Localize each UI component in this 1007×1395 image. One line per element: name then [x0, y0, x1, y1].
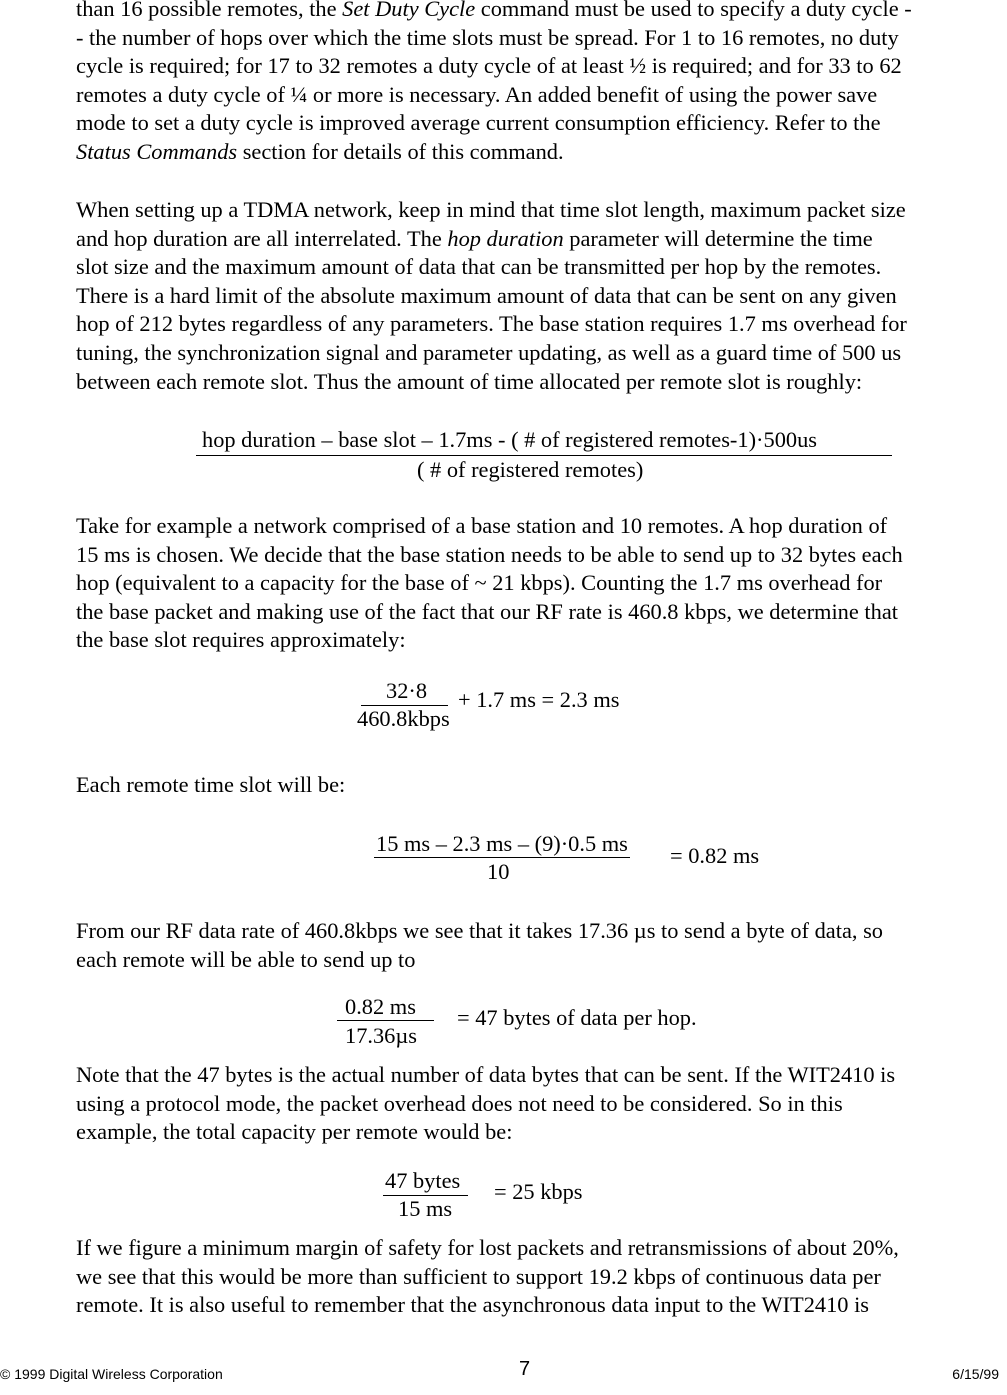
text-line: between each remote slot. Thus the amount of time allocated per remote slot is roughly:: [76, 368, 863, 394]
paragraph-tdma-setup: [76, 196, 1006, 396]
text-line: and hop duration are all interrelated. The hop duration parameter will determine the time: [76, 225, 873, 251]
text-line: remote. It is also useful to remember that the asynchronous data input to the WIT2410 is: [76, 1292, 870, 1318]
paragraph-capacity-note: [76, 1061, 1006, 1147]
formula-numerator: 15 ms – 2.3 ms – (9)·0.5 ms: [376, 831, 628, 856]
formula-numerator: hop duration – base slot – 1.7ms - ( # of registered remotes-1)·500us: [202, 427, 817, 452]
text-line: slot size and the maximum amount of data that can be transmitted per hop by the remotes.: [76, 254, 882, 280]
formula-result: = 47 bytes of data per hop.: [457, 1005, 697, 1030]
text-line: hop of 212 bytes regardless of any parameters. The base station requires 1.7 ms overhead for: [76, 311, 907, 337]
page-footer: [0, 1358, 1007, 1390]
text-line: each remote will be able to send up to: [76, 946, 416, 972]
text-line: example, the total capacity per remote would be:: [76, 1119, 513, 1145]
text-line: the base packet and making use of the fact that our RF rate is 460.8 kbps, we determine that: [76, 598, 898, 624]
fraction-bar: [337, 1020, 434, 1021]
formula-denominator: 460.8kbps: [357, 706, 450, 731]
paragraph-margin: [76, 1234, 1006, 1320]
text-line: hop (equivalent to a capacity for the base of ~ 21 kbps). Counting the 1.7 ms overhead for: [76, 570, 883, 596]
text-line: tuning, the synchronization signal and parameter updating, as well as a guard time of 500 us: [76, 339, 902, 365]
formula-denominator: 17.36µs: [345, 1023, 417, 1048]
text-line: Each remote time slot will be:: [76, 772, 346, 797]
formula-numerator: 0.82 ms: [345, 994, 416, 1019]
formula-numerator: 32·8: [386, 678, 428, 703]
text-line: than 16 possible remotes, the Set Duty Cycle command must be used to specify a duty cycle -: [76, 0, 912, 21]
text-line: Take for example a network comprised of a base station and 10 remotes. A hop duration of: [76, 513, 888, 538]
text-line: using a protocol mode, the packet overhead does not need to be considered. So in this: [76, 1090, 843, 1116]
paragraph-duty-cycle: [76, 0, 1006, 167]
text-line: we see that this would be more than sufficient to support 19.2 kbps of continuous data per: [76, 1263, 881, 1289]
formula-denominator: 10: [487, 859, 510, 884]
text-line: mode to set a duty cycle is improved average current consumption efficiency. Refer to the: [76, 110, 881, 136]
formula-result: = 0.82 ms: [670, 843, 760, 868]
paragraph-example: [76, 512, 1006, 655]
text-line: From our RF data rate of 460.8kbps we see that it takes 17.36 µs to send a byte of data, so: [76, 918, 883, 943]
text-line: the base slot requires approximately:: [76, 627, 406, 653]
text-line: There is a hard limit of the absolute maximum amount of data that can be sent on any given: [76, 282, 897, 308]
paragraph-data-rate: [76, 917, 1006, 974]
text-line: 15 ms is chosen. We decide that the base station needs to be able to send up to 32 bytes each: [76, 541, 903, 567]
paragraph-remote-slot: [76, 771, 1006, 800]
formula-numerator: 47 bytes: [385, 1168, 461, 1193]
text-line: When setting up a TDMA network, keep in mind that time slot length, maximum packet size: [76, 197, 906, 222]
text-line: Note that the 47 bytes is the actual number of data bytes that can be sent. If the WIT2410 is: [76, 1062, 896, 1087]
page-number: 7: [519, 1358, 531, 1380]
formula-result: + 1.7 ms = 2.3 ms: [458, 687, 620, 712]
formula-result: = 25 kbps: [494, 1179, 583, 1204]
text-line: - the number of hops over which the time slots must be spread. For 1 to 16 remotes, no duty: [76, 24, 899, 50]
footer-copyright: © 1999 Digital Wireless Corporation: [0, 1366, 223, 1382]
text-line: Status Commands section for details of this command.: [76, 138, 564, 164]
footer-date: 6/15/99: [952, 1366, 999, 1382]
text-line: remotes a duty cycle of ¼ or more is necessary. An added benefit of using the power save: [76, 81, 878, 107]
formula-denominator: ( # of registered remotes): [417, 457, 644, 482]
text-line: cycle is required; for 17 to 32 remotes a duty cycle of at least ½ is required; and for 33 to 62: [76, 53, 902, 79]
formula-denominator: 15 ms: [398, 1196, 453, 1221]
text-line: If we figure a minimum margin of safety for lost packets and retransmissions of about 20%,: [76, 1235, 899, 1260]
